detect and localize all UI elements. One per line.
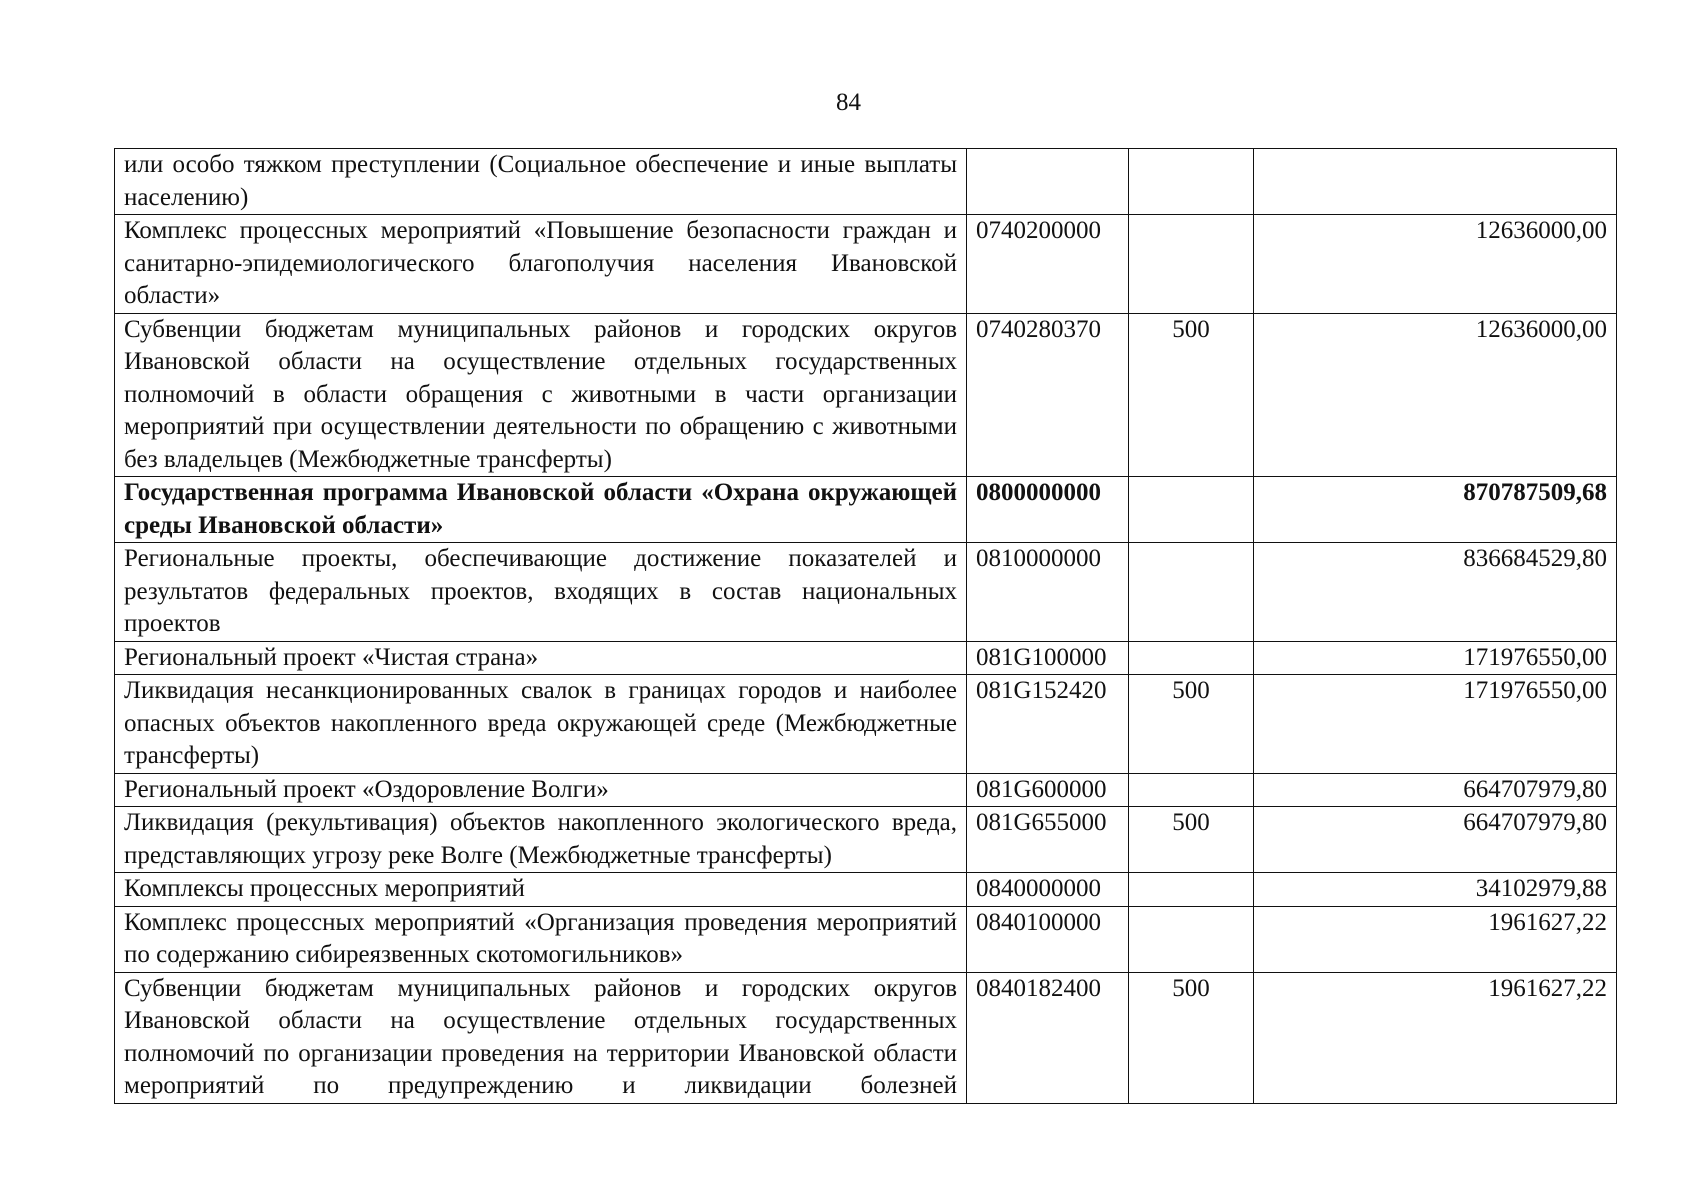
table-row (115, 641, 1617, 675)
row-type-cell (1129, 477, 1254, 543)
row-code-cell: 0800000000 (967, 477, 1129, 543)
table-row (115, 773, 1617, 807)
row-sum-cell: 1961627,22 (1254, 906, 1617, 972)
table-row-program-header (115, 477, 1617, 543)
row-code-cell (967, 149, 1129, 215)
row-code-cell: 0740200000 (967, 215, 1129, 314)
row-sum-cell: 836684529,80 (1254, 543, 1617, 642)
row-type-cell: 500 (1129, 313, 1254, 477)
row-name-cell: Региональный проект «Оздоровление Волги» (115, 773, 967, 807)
row-type-cell (1129, 641, 1254, 675)
table-row (115, 149, 1617, 215)
row-code-cell: 0840100000 (967, 906, 1129, 972)
budget-table (114, 148, 1617, 1104)
row-name-cell: или особо тяжком преступлении (Социальное обеспечение и иные выплаты населению) (115, 149, 967, 215)
row-code-cell: 0840182400 (967, 972, 1129, 1103)
row-name-cell: Государственная программа Ивановской области «Охрана окружающей среды Ивановской области» (115, 477, 967, 543)
row-code-cell: 081G152420 (967, 675, 1129, 774)
row-sum-cell: 1961627,22 (1254, 972, 1617, 1103)
row-sum-cell: 171976550,00 (1254, 641, 1617, 675)
row-sum-cell: 870787509,68 (1254, 477, 1617, 543)
row-sum-cell: 12636000,00 (1254, 215, 1617, 314)
table-row (115, 807, 1617, 873)
row-name-cell: Комплекс процессных мероприятий «Организация проведения мероприятий по содержанию сибиреязвенных скотомогильников» (115, 906, 967, 972)
row-name-cell: Ликвидация несанкционированных свалок в границах городов и наиболее опасных объектов накопленного вреда окружающей среде (Межбюджетные трансферты) (115, 675, 967, 774)
row-sum-cell: 12636000,00 (1254, 313, 1617, 477)
table-row (115, 906, 1617, 972)
row-type-cell: 500 (1129, 675, 1254, 774)
row-name-cell: Комплекс процессных мероприятий «Повышение безопасности граждан и санитарно-эпидемиологического благополучия населения Ивановской области» (115, 215, 967, 314)
page-number: 84 (836, 89, 861, 116)
row-name-cell: Субвенции бюджетам муниципальных районов и городских округов Ивановской области на осуществление отдельных государственных полномочий в области обращения с животными в части организации мероприятий при осуществлении деятельности по обращению с животными без владельцев (Межбюджетные трансферты) (115, 313, 967, 477)
row-sum-cell: 664707979,80 (1254, 807, 1617, 873)
table-row (115, 675, 1617, 774)
row-sum-cell: 171976550,00 (1254, 675, 1617, 774)
row-code-cell: 081G600000 (967, 773, 1129, 807)
row-code-cell: 0740280370 (967, 313, 1129, 477)
row-type-cell (1129, 215, 1254, 314)
row-code-cell: 0810000000 (967, 543, 1129, 642)
table-row (115, 972, 1617, 1103)
table-row (115, 543, 1617, 642)
row-code-cell: 0840000000 (967, 873, 1129, 907)
row-name-cell: Субвенции бюджетам муниципальных районов и городских округов Ивановской области на осуществление отдельных государственных полномочий по организации проведения на территории Ивановской области мероприятий по предупреждению и ликвидации болезней (115, 972, 967, 1103)
table-row (115, 313, 1617, 477)
row-name-cell: Региональные проекты, обеспечивающие достижение показателей и результатов федеральных проектов, входящих в состав национальных проектов (115, 543, 967, 642)
row-type-cell (1129, 149, 1254, 215)
row-type-cell (1129, 543, 1254, 642)
row-type-cell: 500 (1129, 972, 1254, 1103)
row-type-cell (1129, 773, 1254, 807)
table-row (115, 215, 1617, 314)
row-type-cell (1129, 873, 1254, 907)
row-name-cell: Региональный проект «Чистая страна» (115, 641, 967, 675)
row-type-cell (1129, 906, 1254, 972)
row-sum-cell: 34102979,88 (1254, 873, 1617, 907)
row-type-cell: 500 (1129, 807, 1254, 873)
row-sum-cell: 664707979,80 (1254, 773, 1617, 807)
table-row (115, 873, 1617, 907)
row-name-cell: Комплексы процессных мероприятий (115, 873, 967, 907)
row-sum-cell (1254, 149, 1617, 215)
row-code-cell: 081G100000 (967, 641, 1129, 675)
row-name-cell: Ликвидация (рекультивация) объектов накопленного экологического вреда, представляющих угрозу реке Волге (Межбюджетные трансферты) (115, 807, 967, 873)
row-code-cell: 081G655000 (967, 807, 1129, 873)
